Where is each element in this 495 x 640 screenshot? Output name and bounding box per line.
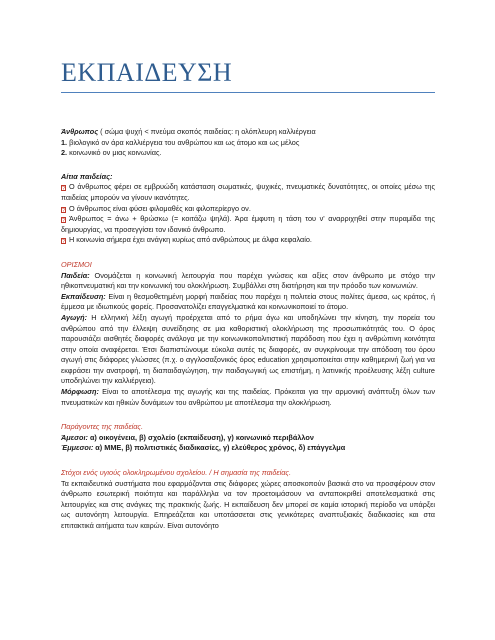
factors-direct-text: α) οικογένεια, β) σχολείο (εκπαίδευση), γ) κοινωνικό περιβάλλον <box>87 432 314 442</box>
definition-term: Αγωγή: <box>61 312 88 322</box>
definition-text: Η ελληνική λέξη αγωγή προέρχεται από το ρήμα άγω και υποδηλώνει την κίνηση, την πορεία του ανθρώπου από την έλλειψη συνείδησης σε μια καθοριστική ολοκλήρωση της προσωπικότητάς του. Ο όρος παρουσιάζει αισθητές διαφορές ανάλογα με την κοινωνικοπολιτιστική παράδοση που έχει η ανθρώπινη κοινότητα στην οποία αναφέρεται. Έτσι διαπιστώνουμε εύκολα αυτές τις διαφορές, αν συγκρίνουμε την απόδοση του όρου αγωγή στις διάφορες γλώσσες (π.χ. ο αγγλοσαξονικός όρος education χρησιμοποιείται στην καθημερινή ζωή για να εκφράσει την ανατροφή, τη διαπαιδαγώγηση, την παιδαγωγική ως επιστήμη, η λατινικής προέλευσης λέξη culture υποδηλώνει την καλλιέργεια). <box>61 312 435 386</box>
definition-text: Είναι η θεσμοθετημένη μορφή παιδείας που παρέχει η πολιτεία στους πολίτες άμεσα, ως κράτος, ή έμμεσα με ιδιωτικούς φορείς. Προσανατολίζει επαγγελματικά και κοινωνικοποιεί το άτομο. <box>61 291 435 312</box>
document-body <box>61 127 435 532</box>
definitions-heading: ΟΡΙΣΜΟΙ <box>61 259 92 269</box>
title-underline <box>61 92 435 93</box>
goals-text: Τα εκπαιδευτικά συστήματα που εφαρμόζονται στις διάφορες χώρες αποσκοπούν βασικά στο να προσφέρουν στον άνθρωπο εσωτερική ποιότητα και παράλληλα να τον προετοιμάσουν να ανταποκριθεί αποτελεσματικά στις λειτουργίες και στις ανάγκες της πρακτικής ζωής. Η εκπαίδευση δεν μπορεί σε καμία ιστορική περίοδο να υπάρξει ως αυτονόητη λειτουργία. Επηρεάζεται και υποτάσσεται στις γενικότερες αναπτυξιακές διαδικασίες και στα επιτακτικά αιτήματα των καιρών. Είναι αυτονόητο <box>61 478 435 530</box>
factors-direct-term: Άμεσοι: <box>61 432 88 442</box>
intro-item-1-text: βιολογικό ον άρα καλλιέργεια του ανθρώπου και ως άτομο και ως μέλος <box>67 137 300 147</box>
causes-item-2 <box>61 204 435 215</box>
factors-indirect-text: α) ΜΜΕ, β) πολιτιστικές διαδικασίες, γ) ελεύθερος χρόνος, δ) επάγγελμα <box>93 443 346 453</box>
definition-paideia <box>61 271 435 292</box>
intro-item-1 <box>61 138 435 149</box>
definition-term: Μόρφωση: <box>61 387 99 397</box>
factors-indirect <box>61 443 435 454</box>
intro-item-2-text: κοινωνικό ον μιας κοινωνίας. <box>67 148 162 158</box>
definition-text: Ονομάζεται η κοινωνική λειτουργία που παρέχει γνώσεις και αξίες στον άνθρωπο με στόχο την ηθικοπνευματική και την κοινωνική του ολοκλήρωση. Συμβάλλει στη διατήρηση και την πρόοδο των κοινωνιών. <box>61 270 435 291</box>
intro-line <box>61 127 435 138</box>
definition-morfosi <box>61 387 435 408</box>
causes-item-text: Ο άνθρωπος είναι φύσει φιλομαθές και φιλοπερίεργο ον. <box>69 203 251 213</box>
document-title: ΕΚΠΑΙΔΕΥΣΗ <box>61 58 233 87</box>
intro-term: Άνθρωπος <box>61 127 99 136</box>
causes-heading: Αίτια παιδείας: <box>61 171 113 181</box>
definition-text: Είναι το αποτέλεσμα της αγωγής και της παιδείας. Πρόκειται για την αρμονική ανάπτυξη όλων των πνευματικών και ηθικών δυνάμεων του ανθρώπου με αποτέλεσμα την ολοκλήρωση. <box>61 387 435 407</box>
goals-heading: Στόχοι ενός υγιούς ολοκληρωμένου σχολείου. / Η σημασία της παιδείας. <box>61 468 291 478</box>
causes-item-4 <box>61 235 435 246</box>
causes-item-3 <box>61 214 435 235</box>
causes-item-1 <box>61 182 435 203</box>
bullet-icon: ? <box>62 218 65 225</box>
intro-item-2-number: 2. <box>61 148 68 158</box>
causes-item-text: Άνθρωπος = άνω + θρώσκω (= κοιτάζω ψηλά). Άρα έμφυτη η τάση του ν' αναρριχηθεί στην πυραμίδα της δημιουργίας, να προσεγγίσει τον ιδανικό άνθρωπο. <box>61 214 435 234</box>
intro-text: ( σώμα ψυχή < πνεύμα σκοπός παιδείας: η ολόπλευρη καλλιέργεια <box>98 127 316 136</box>
factors-direct <box>61 433 435 444</box>
bullet-icon: ? <box>62 239 65 246</box>
intro-item-1-number: 1. <box>61 137 68 147</box>
causes-item-text: Η κοινωνία σήμερα έχει ανάγκη κυρίως από ανθρώπους με άλφα κεφαλαίο. <box>69 235 312 245</box>
bullet-icon: ? <box>62 207 65 214</box>
causes-item-text: Ο άνθρωπος φέρει σε εμβρυώδη κατάσταση σωματικές, ψυχικές, πνευματικές δυνατότητες, οι οποίες μέσω της παιδείας μπορούν να γίνουν ικανότητες. <box>61 182 435 202</box>
definition-ekpaideusi <box>61 292 435 313</box>
definition-term: Παιδεία: <box>61 270 90 280</box>
factors-indirect-term: Έμμεσοι: <box>61 443 94 453</box>
definition-agogi <box>61 313 435 387</box>
definition-term: Εκπαίδευση: <box>61 291 106 301</box>
factors-heading: Παράγοντες της παιδείας. <box>61 422 144 432</box>
bullet-icon: ? <box>62 186 65 193</box>
intro-item-2 <box>61 148 435 159</box>
